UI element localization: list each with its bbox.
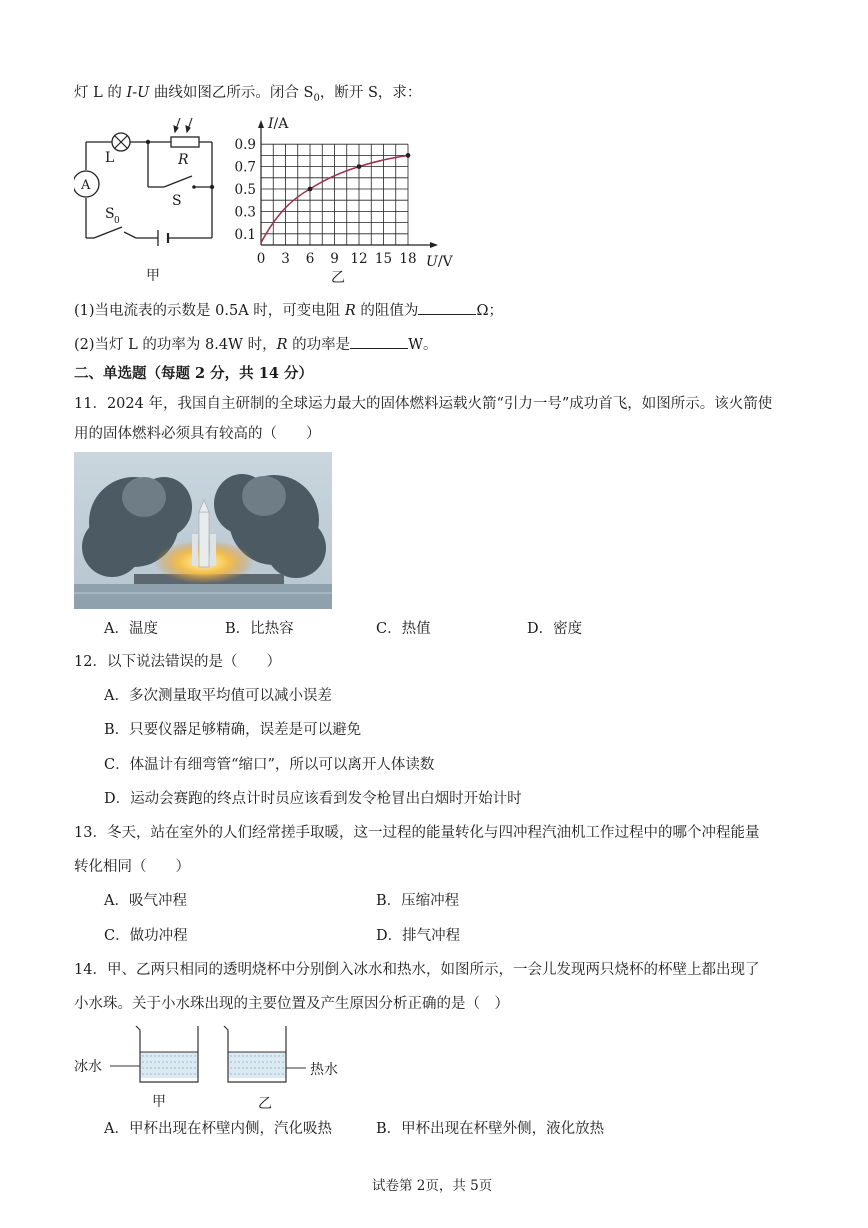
q13-option-b[interactable]: B．压缩冲程 [376, 893, 460, 909]
q12-option-a[interactable]: A．多次测量取平均值可以减小误差 [104, 688, 332, 704]
beakers-diagram [70, 1020, 360, 1112]
resistor-symbol [171, 137, 199, 147]
q12-option-d[interactable]: D．运动会赛跑的终点计时员应该看到发令枪冒出白烟时开始计时 [104, 791, 522, 807]
chart-axes [258, 120, 438, 248]
answer-blank-1[interactable] [418, 300, 476, 315]
section-heading: 二、单选题（每题 2 分，共 14 分） [74, 365, 313, 382]
q14-option-a[interactable]: A．甲杯出现在杯壁内侧，汽化吸热 [104, 1121, 332, 1137]
iu-chart [228, 112, 468, 292]
rocket-launch-image [74, 452, 332, 609]
hot-water-label: 热水 [310, 1062, 338, 1078]
answer-blank-2[interactable] [350, 334, 408, 349]
light-arrows [174, 118, 192, 132]
switch0-sub: 0 [114, 216, 120, 226]
battery-symbol [158, 230, 168, 246]
q11-option-d[interactable]: D．密度 [527, 621, 583, 637]
x-tick-label: 12 [350, 251, 368, 267]
data-point [308, 187, 313, 192]
x-tick-label: 18 [399, 251, 417, 267]
beaker-jia [110, 1026, 198, 1082]
data-point [406, 153, 411, 158]
ammeter-label: A [81, 178, 91, 193]
beaker-yi [224, 1026, 306, 1082]
lamp-symbol [112, 133, 130, 151]
y-tick-label: 0.3 [234, 204, 256, 221]
q13-option-c[interactable]: C．做功冲程 [104, 928, 188, 944]
q11-stem-line2: 用的固体燃料必须具有较高的（ ） [74, 426, 321, 442]
beaker-caption-yi: 乙 [258, 1096, 272, 1112]
y-tick-label: 0.5 [234, 182, 256, 198]
q13-option-a[interactable]: A．吸气冲程 [104, 893, 187, 909]
x-axis-arrow [430, 242, 438, 248]
x-tick-label: 9 [330, 251, 339, 267]
y-axis-arrow [258, 120, 264, 128]
q12-option-c[interactable]: C．体温计有细弯管“缩口”，所以可以离开人体读数 [104, 757, 435, 773]
q11-option-b[interactable]: B．比热容 [225, 621, 294, 637]
q11-option-a[interactable]: A．温度 [104, 621, 158, 637]
q12-option-b[interactable]: B．只要仪器足够精确，误差是可以避免 [104, 722, 362, 738]
q13-option-d[interactable]: D．排气冲程 [376, 928, 461, 944]
q10-part2: (2)当灯 L 的功率为 8.4W 时，R 的功率是 W。 [74, 334, 438, 355]
q13-stem-line1: 13．冬天，站在室外的人们经常搓手取暖，这一过程的能量转化与四冲程汽油机工作过程中的哪个冲程能量 [74, 825, 760, 841]
beaker-caption-jia: 甲 [152, 1094, 166, 1110]
intro-text: 灯 L 的 I-U 曲线如图乙所示。闭合 $S_0$，断开 S，求： [74, 85, 422, 104]
data-point [357, 164, 362, 169]
y-tick-label: 0.7 [234, 159, 256, 176]
q14-stem-line2: 小水珠。关于小水珠出现的主要位置及产生原因分析正确的是（ ） [74, 996, 509, 1012]
q11-option-c[interactable]: C．热值 [376, 621, 431, 637]
page-footer: 试卷第 2页，共 5页 [372, 1178, 493, 1194]
y-tick-label: 0.9 [234, 137, 256, 154]
circuit-caption: 甲 [146, 268, 160, 284]
ice-water-label: 冰水 [74, 1059, 102, 1075]
lamp-label: L [105, 150, 115, 166]
y-tick-label: 0.1 [234, 226, 256, 243]
x-tick-label: 15 [374, 251, 393, 267]
q10-part1: (1)当电流表的示数是 0.5A 时，可变电阻 R 的阻值为 Ω； [74, 300, 503, 321]
q12-stem: 12．以下说法错误的是（ ） [74, 654, 281, 670]
x-tick-label: 0 [256, 251, 266, 267]
x-tick-label: 3 [281, 251, 290, 267]
q13-stem-line2: 转化相同（ ） [74, 859, 190, 875]
x-axis-label: U/V [426, 254, 453, 270]
q14-option-b[interactable]: B．甲杯出现在杯壁外侧，液化放热 [376, 1121, 605, 1137]
circuit-diagram [74, 112, 224, 292]
x-tick-label: 6 [305, 251, 315, 267]
switch-label: S [172, 193, 182, 209]
q14-stem-line1: 14．甲、乙两只相同的透明烧杯中分别倒入冰水和热水，如图所示，一会儿发现两只烧杯的杯壁上都出现了 [74, 962, 760, 978]
resistor-label: R [178, 152, 189, 168]
y-axis-label: I/A [268, 116, 289, 132]
q11-stem-line1: 11．2024 年，我国自主研制的全球运力最大的固体燃料运载火箭“引力一号”成功首飞，如图所示。该火箭使 [74, 396, 773, 412]
switch0-label: S [105, 206, 115, 222]
chart-caption: 乙 [331, 270, 345, 286]
